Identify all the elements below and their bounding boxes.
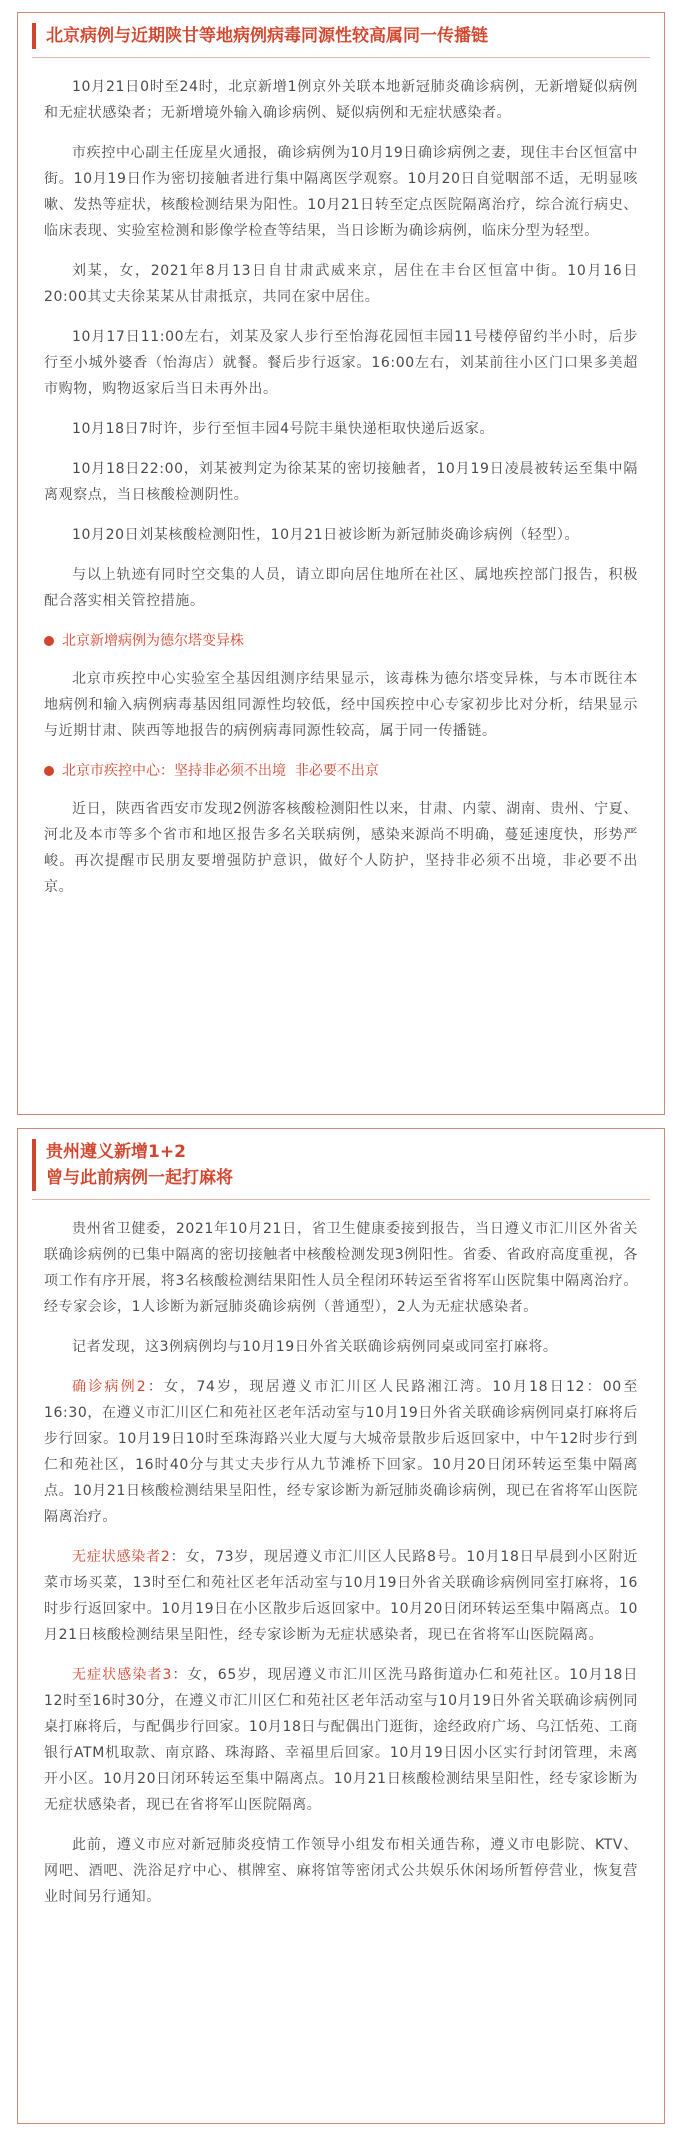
subheading-text: 北京新增病例为德尔塔变异株: [62, 633, 244, 649]
subheading-text: 北京市疾控中心：坚持非必须不出境 非必要不出京: [62, 763, 379, 779]
paragraph: 近日，陕西省西安市发现2例游客核酸检测阳性以来，甘肃、内蒙、湖南、贵州、宁夏、河北及本市等多个省市和地区报告多名关联病例，感染来源尚不明确，蔓延速度快，形势严峻。再次提醒市民朋友要增强防护意识，做好个人防护，坚持非必须不出境，非必要不出京。: [44, 801, 638, 895]
case-paragraph: [44, 1374, 638, 1530]
section2-title-bar: [32, 1139, 650, 1191]
red-dot-icon: [44, 636, 54, 646]
paragraph: 10月18日22:00，刘某被判定为徐某某的密切接触者，10月19日凌晨被转运至集中隔离观察点，当日核酸检测阴性。: [44, 461, 638, 503]
case-label: 确诊病例2: [72, 1379, 147, 1395]
paragraph: 与以上轨迹有同时空交集的人员，请立即向居住地所在社区、属地疾控部门报告，积极配合落实相关管控措施。: [44, 567, 638, 609]
case-text: ：女，74岁，现居遵义市汇川区人民路湘江湾。10月18日12：00至16:30，在遵义市汇川区仁和苑社区老年活动室与10月19日外省关联确诊病例同桌打麻将后步行回家。10月19日10时至珠海路兴业大厦与大城帝景散步后返回家中，中午12时步行到仁和苑社区，16时40分与其丈夫步行从九节滩桥下回家。10月20日闭环转运至集中隔离点。10月21日核酸检测结果呈阳性，经专家诊断为新冠肺炎确诊病例，现已在省将军山医院隔离治疗。: [44, 1379, 638, 1525]
paragraph: 记者发现，这3例病例均与10月19日外省关联确诊病例同桌或同室打麻将。: [72, 1339, 558, 1355]
section1-title-bar: [32, 23, 650, 49]
case-label: 无症状感染者3: [72, 1667, 173, 1683]
paragraph: 刘某，女，2021年8月13日自甘肃武威来京，居住在丰台区恒富中街。10月16日20:00其丈夫徐某某从甘肃抵京，共同在家中居住。: [44, 263, 638, 305]
subheading-cdc-advice: [44, 758, 638, 784]
case-paragraph: [44, 1544, 638, 1648]
case-label: 无症状感染者2: [72, 1549, 171, 1565]
section2-title-line1: 贵州遵义新增1+2: [46, 1142, 186, 1162]
paragraph: 10月18日7时许，步行至恒丰园4号院丰巢快递柜取快递后返家。: [72, 421, 495, 437]
paragraph: 此前，遵义市应对新冠肺炎疫情工作领导小组发布相关通告称，遵义市电影院、KTV、网吧、酒吧、洗浴足疗中心、棋牌室、麻将馆等密闭式公共娱乐休闲场所暂停营业，恢复营业时间另行通知。: [44, 1837, 638, 1905]
paragraph: 贵州省卫健委，2021年10月21日，省卫生健康委接到报告，当日遵义市汇川区外省关联确诊病例的已集中隔离的密切接触者中核酸检测发现3例阳性。省委、省政府高度重视，各项工作有序开展，将3名核酸检测结果阳性人员全程闭环转运至省将军山医院集中隔离治疗。经专家会诊，1人诊断为新冠肺炎确诊病例（普通型），2人为无症状感染者。: [44, 1221, 638, 1315]
section2-title-line2: 曾与此前病例一起打麻将: [46, 1168, 233, 1188]
paragraph: 10月17日11:00左右，刘某及家人步行至怡海花园恒丰园11号楼停留约半小时，后步行至小城外婆香（怡海店）就餐。餐后步行返家。16:00左右，刘某前往小区门口果多美超市购物，购物返家后当日未再外出。: [44, 329, 638, 397]
case-text: ：女，65岁，现居遵义市汇川区洗马路街道办仁和苑社区。10月18日12时至16时30分，在遵义市汇川区仁和苑社区老年活动室与10月19日外省关联确诊病例同桌打麻将后，与配偶步行回家。10月18日与配偶出门逛街，途经政府广场、乌江恬苑、工商银行ATM机取款、南京路、珠海路、幸福里后回家。10月19日因小区实行封闭管理，未离开小区。10月20日闭环转运至集中隔离点。10月21日核酸检测结果呈阳性，经专家诊断为无症状感染者，现已在省将军山医院隔离。: [44, 1667, 638, 1813]
case-text: ：女，73岁，现居遵义市汇川区人民路8号。10月18日早晨到小区附近菜市场买菜，13时至仁和苑社区老年活动室与10月19日外省关联确诊病例同室打麻将，16时步行返回家中。10月19日在小区散步后返回家中。10月20日闭环转运至集中隔离点。10月21日核酸检测结果呈阳性，经专家诊断为无症状感染者，现已在省将军山医院隔离。: [44, 1549, 639, 1643]
section1-content: [18, 58, 664, 900]
paragraph: 北京市疾控中心实验室全基因组测序结果显示，该毒株为德尔塔变异株，与本市既往本地病例和输入病例病毒基因组同源性均较低，经中国疾控中心专家初步比对分析，结果显示与近期甘肃、陕西等地报告的病例病毒同源性较高，属于同一传播链。: [44, 671, 638, 739]
subheading-delta-variant: [44, 628, 638, 654]
section1-title: 北京病例与近期陕甘等地病例病毒同源性较高属同一传播链: [46, 26, 488, 46]
case-paragraph: [44, 1662, 638, 1818]
beijing-news-card: [17, 12, 665, 1115]
paragraph: 10月20日刘某核酸检测阳性，10月21日被诊断为新冠肺炎确诊病例（轻型）。: [72, 527, 580, 543]
paragraph: 市疾控中心副主任庞星火通报，确诊病例为10月19日确诊病例之妻，现住丰台区恒富中街。10月19日作为密切接触者进行集中隔离医学观察。10月20日自觉咽部不适，无明显咳嗽、发热等症状，核酸检测结果为阳性。10月21日转至定点医院隔离治疗，综合流行病史、临床表现、实验室检测和影像学检查等结果，当日诊断为确诊病例，临床分型为轻型。: [44, 145, 638, 239]
red-dot-icon: [44, 766, 54, 776]
paragraph: 10月21日0时至24时，北京新增1例京外关联本地新冠肺炎确诊病例，无新增疑似病例和无症状感染者；无新增境外输入确诊病例、疑似病例和无症状感染者。: [44, 79, 638, 121]
guizhou-news-card: [17, 1128, 665, 2124]
section2-content: [18, 1200, 664, 1910]
